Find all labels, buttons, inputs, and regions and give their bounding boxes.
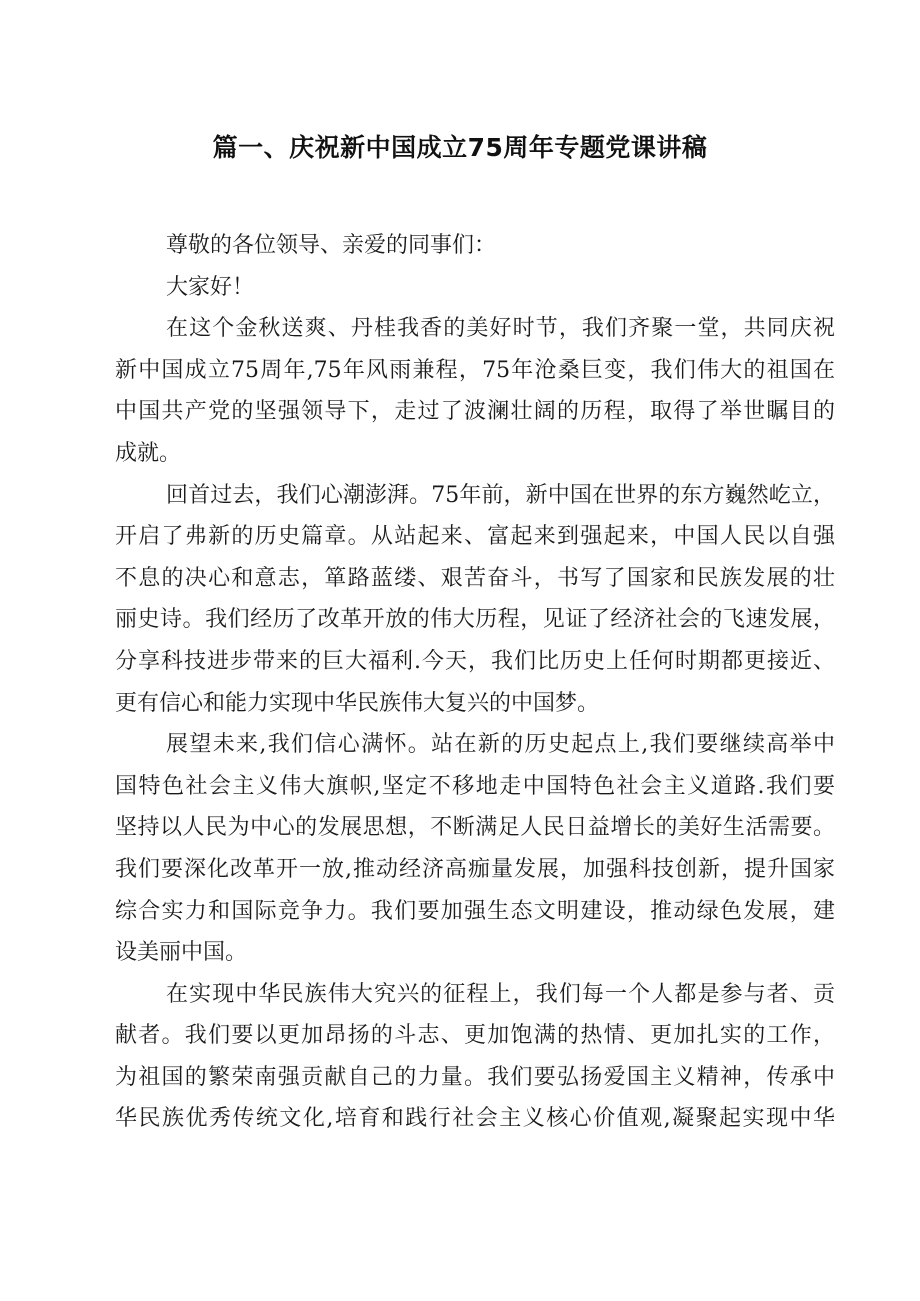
paragraph bbox=[115, 308, 835, 474]
greeting: 大家好！ bbox=[166, 274, 255, 300]
paragraph-line: 成就。 bbox=[115, 440, 182, 466]
paragraph-line: 为祖国的繁荣南强贡献自己的力量。我们要弘扬爱国主义精神，传承中 bbox=[115, 1064, 835, 1090]
paragraph-line: 中国共产党的坚强领导下，走过了波澜壮阔的历程，取得了举世瞩目的 bbox=[115, 399, 835, 425]
paragraph-line: 在这个金秋送爽、丹桂我香的美好时节，我们齐聚一堂，共同庆祝 bbox=[166, 316, 835, 342]
paragraph-line: 分享科技进步带来的巨大福利.今天，我们比历史上任何时期都更接近、 bbox=[115, 648, 835, 674]
salutation: 尊敬的各位领导、亲爱的同事们： bbox=[166, 233, 497, 258]
paragraph-line: 综合实力和国际竞争力。我们要加强生态文明建设，推动绿色发展，建 bbox=[115, 898, 835, 924]
paragraph-line: 献者。我们要以更加昂扬的斗志、更加饱满的热情、更加扎实的工作， bbox=[115, 1023, 835, 1049]
paragraph-line: 新中国成立75周年,75年风雨兼程，75年沧桑巨变，我们伟大的祖国在 bbox=[115, 357, 835, 383]
paragraph-line: 丽史诗。我们经历了改革开放的伟大历程，见证了经济社会的飞速发展， bbox=[115, 607, 835, 633]
paragraph-line: 我们要深化改革开一放,推动经济高痂量发展，加强科技创新，提升国家 bbox=[115, 856, 835, 882]
paragraph bbox=[115, 724, 835, 974]
paragraph bbox=[115, 475, 835, 725]
paragraph bbox=[115, 974, 835, 1140]
paragraph-line: 不息的决心和意志，箪路蓝缕、艰苦奋斗，书写了国家和民族发展的壮 bbox=[115, 565, 835, 591]
paragraph-line: 回首过去，我们心潮澎湃。75年前，新中国在世界的东方巍然屹立， bbox=[166, 482, 835, 508]
paragraph-line: 坚持以人民为中心的发展思想，不断满足人民日益增长的美好生活需要。 bbox=[115, 815, 835, 841]
paragraph-line: 在实现中华民族伟大究兴的征程上，我们每一个人都是参与者、贡 bbox=[166, 981, 835, 1007]
document-title: 篇一、庆祝新中国成立75周年专题党课讲稿 bbox=[212, 133, 708, 162]
paragraph-line: 开启了弗新的历史篇章。从站起来、富起来到强起来，中国人民以自强 bbox=[115, 524, 835, 550]
paragraph-line: 展望未来,我们信心满怀。站在新的历史起点上,我们要继续高举中 bbox=[166, 732, 835, 758]
paragraph-line: 更有信心和能力实现中华民族伟大复兴的中国梦。 bbox=[115, 690, 600, 716]
document-body bbox=[115, 225, 835, 1140]
paragraph-line: 设美丽中国。 bbox=[115, 940, 248, 966]
paragraph-line: 国特色社会主义伟大旗帜,坚定不移地走中国特色社会主义道路.我们要 bbox=[115, 773, 835, 799]
paragraph-line: 华民族优秀传统文化,培育和践行社会主义核心价值观,凝聚起实现中华 bbox=[115, 1106, 835, 1132]
